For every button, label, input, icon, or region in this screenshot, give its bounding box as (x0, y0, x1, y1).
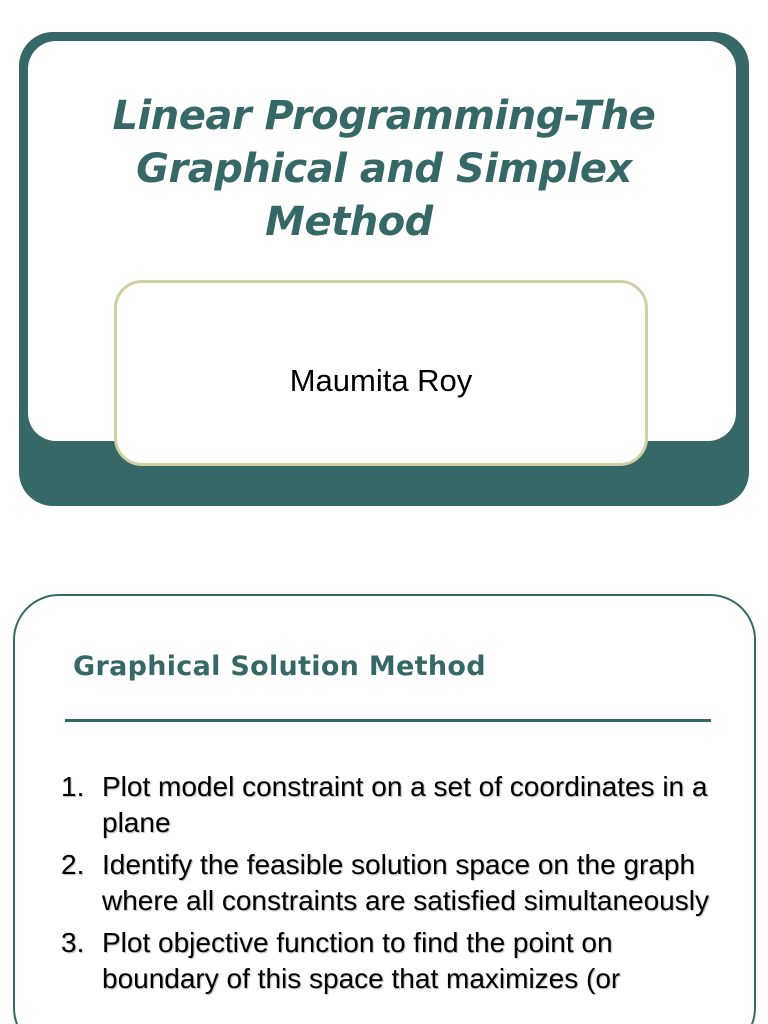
list-item (61, 769, 721, 841)
list-item-text: Plot model constraint on a set of coordinates in a plane (102, 771, 708, 838)
list-item-text: Plot objective function to find the point on boundary of this space that maximizes (or (102, 927, 621, 994)
list-item-text: Identify the feasible solution space on the graph where all constraints are satisfied simultaneously (102, 849, 709, 916)
slide-title (59, 90, 709, 249)
slide-title-line-3: Method (265, 199, 433, 245)
list-item-number: 2. (61, 849, 85, 880)
list-item (61, 925, 721, 997)
author-box (114, 280, 648, 466)
slide-title-line-2: Graphical and Simplex (136, 146, 632, 192)
list-item (61, 847, 721, 919)
list-item-number: 3. (61, 927, 85, 958)
slide-title-line-1: Linear Programming-The (112, 93, 656, 139)
list-item-number: 1. (61, 771, 85, 802)
slide-heading: Graphical Solution Method (73, 651, 486, 682)
content-slide (13, 594, 756, 1024)
steps-list (61, 769, 721, 1003)
author-name: Maumita Roy (289, 363, 473, 398)
title-slide (19, 32, 749, 506)
heading-divider (65, 719, 711, 722)
